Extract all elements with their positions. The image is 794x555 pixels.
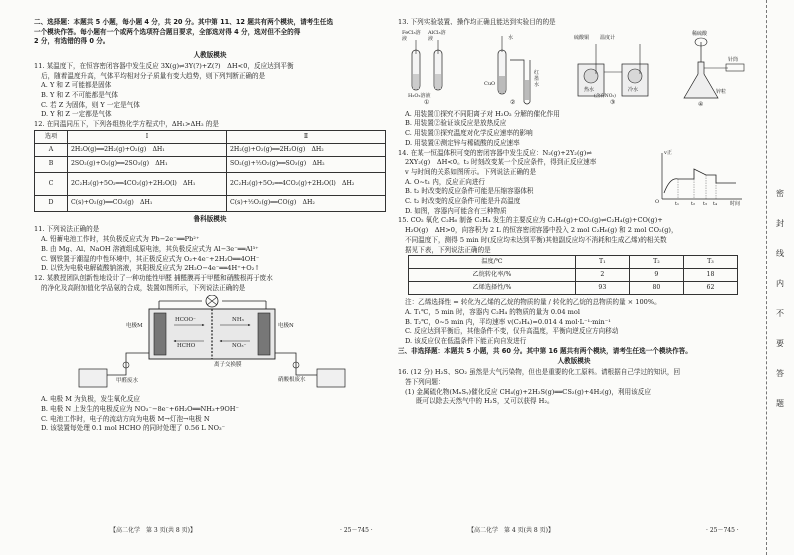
table-cell: 乙烯选择性/%	[409, 282, 576, 295]
option-b: B. Y 和 Z 不可能都是气体	[41, 90, 119, 99]
label-copper-sulfate: 硫酸铜	[574, 34, 590, 41]
label-hot-water: 热水	[584, 86, 595, 93]
table-cell: D	[35, 195, 68, 211]
table-cell: 2H₂O(g)══2H₂(g)+O₂(g) ΔH₁	[68, 143, 227, 156]
question-16	[398, 368, 750, 407]
chart-tick: t₃	[703, 200, 708, 207]
table-cell: C(s)+O₂(g)══CO₂(g) ΔH₁	[68, 195, 227, 211]
chart-tick: t₄	[713, 200, 718, 207]
table-header-cell: Ⅰ	[68, 130, 227, 143]
temperature-data-table	[408, 255, 738, 295]
margin-char: 内	[776, 279, 784, 288]
module-title: 鲁科版模块	[193, 214, 227, 223]
table-row	[35, 195, 386, 211]
table-cell: A	[35, 143, 68, 156]
label-hcho: HCHO	[177, 343, 196, 350]
table-header-row	[409, 256, 738, 269]
experiment-apparatus-figure	[398, 30, 750, 108]
label-nitrate-wastewater: 硝酸根废水	[278, 377, 306, 384]
label-no2-note: (含有NO₂)	[594, 93, 616, 99]
text-line: 11. 下列说法正确的是	[34, 225, 100, 234]
option-a: A. T₁℃，5 min 时，容器内 C₂H₄ 的物质的量为 0.04 mol	[405, 307, 580, 316]
text-line: 一个模块作答。每小题有一个或两个选项符合题目要求，全部选对得 4 分，选对但不全的得	[34, 27, 301, 36]
label-cold-water: 冷水	[628, 86, 639, 93]
chart-tick: t₂	[691, 200, 696, 207]
chart-tick: t₁	[675, 200, 680, 207]
electrolysis-cell-figure	[34, 295, 386, 393]
text-line: 不同温度下，测得 5 min 时(反应均未达到平衡)其他副反应均不消耗和生成乙烯)的相关数	[405, 235, 667, 244]
left-column	[34, 18, 386, 434]
table-row	[35, 156, 386, 172]
module-title: 人教版模块	[557, 357, 591, 366]
rate-time-chart	[654, 149, 748, 207]
question-15-options	[398, 308, 750, 347]
text-line: 二、选择题：本题共 5 小题，每小题 4 分，共 20 分。其中第 11、12 题共有两个模块，请考生任选	[34, 18, 334, 26]
label-alcl3: AlCl₃溶液	[428, 29, 446, 42]
table-cell: C(s)+½O₂(g)══CO(g) ΔH₂	[227, 195, 386, 211]
option-d: D. Y 和 Z 一定都是气体	[41, 110, 112, 119]
table-cell: 2C₂H₂(g)+5O₂══4CO₂(g)+2H₂O(l) ΔH₁	[68, 172, 227, 195]
option-b: B. 电极 N 上发生的电极反应为 NO₃⁻−8e⁻+6H₂O══NH₃+9OH⁻	[41, 405, 240, 414]
label-cuo: CuO	[484, 80, 496, 87]
option-c: C. 反应达到平衡后，其他条件不变，仅升高温度，平衡向逆反应方向移动	[405, 327, 619, 336]
margin-char: 题	[776, 399, 784, 408]
table-row	[35, 143, 386, 156]
table-cell: 62	[683, 282, 737, 295]
question-11-luke	[34, 225, 386, 274]
electrolysis-cell-diagram	[34, 295, 386, 393]
label-h2o2: H₂O₂溶液	[408, 92, 431, 99]
text-line: 11. 某温度下，在恒容密闭容器中发生反应 3X(g)⇌3Y(?)+Z(?) ΔH<0，反应达到平衡	[34, 61, 294, 70]
text-line: 16. (12 分) H₂S、SO₂ 虽然是大气污染物，但也是重要的化工原料。请根据自己学过的知识，回	[398, 368, 681, 377]
chart-xlabel: 时间	[730, 200, 741, 207]
option-d: D. 该反应仅在低温条件下能正向自发进行	[405, 337, 527, 346]
label-hcoo: HCOO⁻	[175, 317, 196, 324]
table-cell: 2C₂H₂(g)+5O₂══4CO₂(g)+2H₂O(l) ΔH₂	[227, 172, 386, 195]
label-fig-2: ②	[510, 98, 516, 106]
label-electrode-m: 电极M	[126, 323, 143, 330]
option-b: B. t₂ 时改变的反应条件可能是压缩容器体积	[405, 187, 534, 196]
margin-char: 不	[776, 309, 784, 318]
table-cell: 18	[683, 269, 737, 282]
option-c: C. 电池工作时，电子的流动方向为电极 M→灯泡→电极 N	[41, 414, 210, 423]
label-dilute-sulfuric: 稀硫酸	[692, 30, 708, 37]
text-line: 的净化及高附加值化学品氨的合成，装置如图所示，下列说法正确的是	[41, 283, 246, 292]
option-b: B. 由 Mg、Al、NaOH 溶液组成原电池，其负极反应式为 Al−3e⁻══Al³⁺	[41, 244, 259, 253]
table-cell: 2	[575, 269, 629, 282]
option-d: D. 如图，容器内可能含有三种物质	[405, 206, 507, 215]
label-syringe: 针筒	[728, 56, 739, 63]
margin-char: 密	[776, 189, 784, 198]
option-a: A. 电极 M 为负极，发生氧化反应	[41, 395, 141, 404]
option-d: D. 以铁为电极电解硫酸钠溶液，其阳极反应式为 2H₂O−4e⁻══4H⁺+O₂↑	[41, 264, 260, 273]
option-b: B. T₂℃，0~5 min 内，平均速率 v(C₂H₄)=0.014 4 mol·L⁻¹·min⁻¹	[405, 317, 611, 326]
table-cell: C	[35, 172, 68, 195]
text-line: v 与时间的关系如图所示。下列说法正确的是	[405, 167, 537, 176]
binding-margin-strip	[766, 0, 794, 555]
option-a: A. 用装置①探究不同阳离子对 H₂O₂ 分解的催化作用	[405, 109, 560, 118]
question-13: 13. 下列实验装置、操作均正确且能达到实验目的的是	[398, 18, 556, 26]
option-c: C. t₂ 时改变的反应条件可能是升高温度	[405, 197, 521, 206]
question-15	[398, 216, 750, 255]
table-cell: 乙烷转化率/%	[409, 269, 576, 282]
table-row	[409, 269, 738, 282]
table-cell: B	[35, 156, 68, 172]
question-12-renjiao: 12. 在同温同压下，下列各组热化学方程式中，ΔH₁>ΔH₂ 的是	[34, 120, 219, 129]
label-fig-4: ④	[698, 100, 704, 108]
table-header-cell: 选项	[35, 130, 68, 143]
option-d: D. 用装置④测定锌与稀硫酸的反应速率	[405, 138, 520, 147]
table-cell: SO₂(g)+½O₂(g)══SO₃(g) ΔH₂	[227, 156, 386, 172]
option-c: C. 用装置③探究温度对化学反应速率的影响	[405, 129, 533, 138]
footer-left-page-label: 【高二化学 第 3 页(共 8 页)】	[110, 527, 196, 534]
label-formaldehyde-wastewater: 甲醛废水	[116, 378, 139, 385]
section-2-header	[34, 18, 386, 47]
text-line: 2XY₂(g) ΔH<0。t₂ 时刻改变某一个反应条件，得到正反应速率	[405, 158, 597, 167]
section-3-header: 三、非选择题：本题共 5 小题，共 60 分。其中第 16 题共有两个模块，请考生任选一个模块作答。	[398, 346, 692, 355]
question-12-luke	[34, 274, 386, 293]
margin-char: 线	[776, 249, 784, 258]
text-line: 14. 在某一恒温体积可变的密闭容器中发生反应：N₂(g)+2Y₂(g)⇌	[398, 148, 592, 157]
table-header-cell: T₃	[683, 256, 737, 269]
question-14	[398, 149, 750, 217]
text-line: 后，随着温度升高，气体平均相对分子质量有变大趋势，则下列判断正确的是	[41, 71, 266, 80]
option-c: C. 若 Z 为固体，则 Y 一定是气体	[41, 100, 140, 109]
label-fig-3: ③	[610, 98, 616, 106]
label-membrane: 离子交换膜	[214, 362, 242, 369]
label-electrode-n: 电极N	[278, 323, 294, 330]
thermo-equation-table	[34, 130, 386, 212]
label-water: 水	[508, 34, 514, 41]
footer-right-page-label: 【高二化学 第 4 页(共 8 页)】	[468, 527, 554, 534]
label-fig-1: ①	[424, 98, 430, 106]
table-header-cell: T₂	[629, 256, 683, 269]
footer-left-code: · 25－745 ·	[340, 527, 373, 534]
selectivity-note: 注：乙烯选择性 = 转化为乙烯的乙烷的物质的量 / 转化的乙烷的总物质的量 × 100%。	[405, 298, 661, 307]
option-a: A. 铅蓄电池工作时，其负极反应式为 Pb−2e⁻══Pb²⁺	[41, 235, 200, 244]
label-thermometer: 温度计	[600, 34, 616, 41]
label-red-ink: 红墨水	[534, 69, 540, 88]
option-a: A. O~t₁ 内，反应正向进行	[405, 177, 486, 186]
text-line: 答下列问题：	[405, 377, 445, 386]
margin-char: 封	[776, 219, 784, 228]
question-12-luke-options	[34, 395, 386, 434]
chart-ylabel: v正	[664, 149, 672, 156]
chart-origin: O	[655, 198, 660, 205]
option-b: B. 用装置②验证该反应是放热反应	[405, 119, 507, 128]
table-header-cell: T₁	[575, 256, 629, 269]
table-header-cell: Ⅱ	[227, 130, 386, 143]
text-line: 据见下表，下列说法正确的是	[405, 245, 491, 254]
table-header-row	[35, 130, 386, 143]
question-11-renjiao	[34, 62, 386, 120]
table-cell: 2H₂(g)+O₂(g)══2H₂O(g) ΔH₂	[227, 143, 386, 156]
module-title: 人教版模块	[193, 51, 227, 60]
label-zinc: 锌粒	[716, 88, 727, 95]
option-c: C. 钢铁置于潮湿的中性环境中，其正极反应式为 O₂+4e⁻+2H₂O══4OH⁻	[41, 254, 260, 263]
table-cell: 9	[629, 269, 683, 282]
table-cell: 93	[575, 282, 629, 295]
text-line: (1) 金属硫化物(MₓSᵧ)催化反应 CH₄(g)+2H₂S(g)══CS₂(g)+4H₂(g)，利用该反应	[405, 387, 651, 396]
option-a: A. Y 和 Z 可能都是固体	[41, 81, 112, 90]
right-column	[398, 18, 750, 407]
question-13-options	[398, 110, 750, 149]
label-no3: NO₃⁻	[232, 343, 247, 350]
table-cell: 80	[629, 282, 683, 295]
rate-curve	[664, 169, 736, 193]
text-line: 2 分，有选错的得 0 分。	[34, 37, 110, 46]
footer-right-code: · 25－745 ·	[706, 527, 739, 534]
text-line: H₂O(g) ΔH>0，向容积为 2 L 的恒容密闭容器中投入 2 mol C₂H₆(g) 和 2 mol CO₂(g)，	[405, 226, 678, 235]
table-cell: 2SO₂(g)+O₂(g)══2SO₃(g) ΔH₁	[68, 156, 227, 172]
text-line: 15. CO₂ 氧化 C₂H₆ 制备 C₂H₄ 发生的主要反应为 C₂H₆(g)+CO₂(g)⇌C₂H₄(g)+CO(g)+	[398, 216, 663, 225]
label-nh3: NH₃	[232, 317, 244, 324]
table-row	[409, 282, 738, 295]
text-line: 既可以除去天然气中的 H₂S，又可以获得 H₂。	[416, 397, 554, 406]
option-d: D. 该装置每处理 0.1 mol HCHO 的同时处理了 0.56 L NO₃⁻	[41, 424, 226, 433]
label-fecl3: FeCl₃溶液	[402, 29, 421, 42]
text-line: 12. 某教授团队创新性地设计了一种功能性甲醛 捕醛膜再于甲醛和硝酸根再于废水	[34, 273, 273, 282]
table-row	[35, 172, 386, 195]
margin-char: 要	[776, 339, 784, 348]
margin-char: 答	[776, 369, 784, 378]
table-header-cell: 温度/℃	[409, 256, 576, 269]
